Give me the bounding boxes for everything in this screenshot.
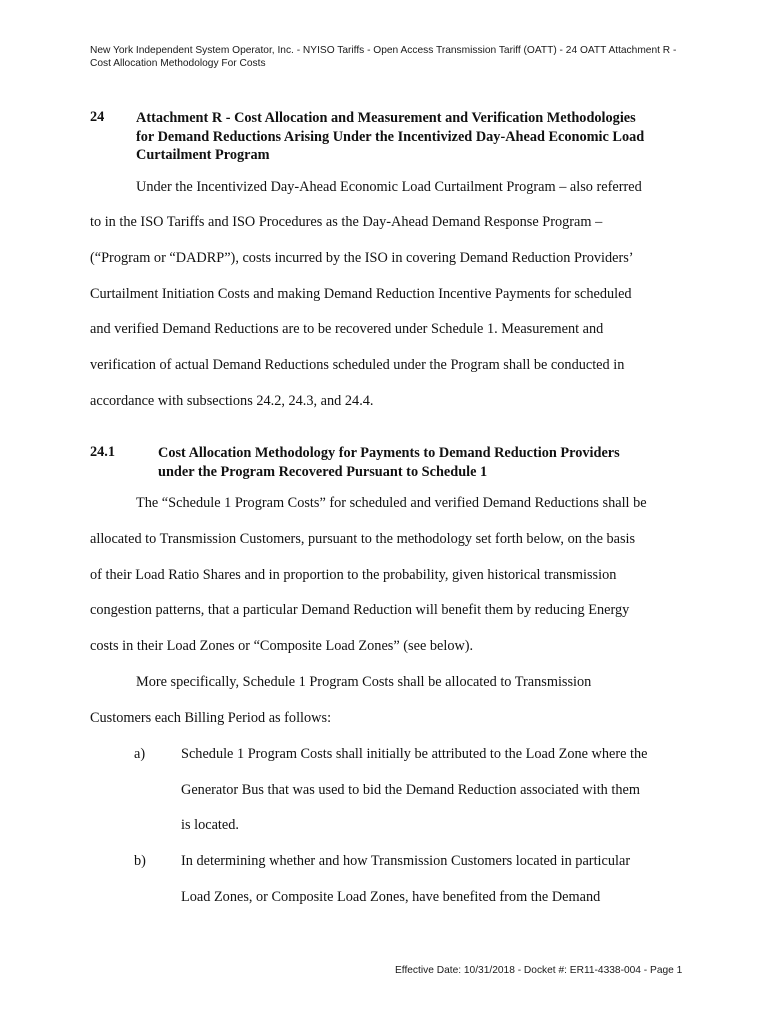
- list-item-label-b: b): [134, 853, 146, 869]
- header-line-2: Cost Allocation Methodology For Costs: [90, 58, 266, 69]
- list-item-line: In determining whether and how Transmission Customers located in particular: [181, 853, 631, 869]
- list-item-line: Schedule 1 Program Costs shall initially be attributed to the Load Zone where the: [181, 746, 648, 762]
- paragraph-line: (“Program or “DADRP”), costs incurred by the ISO in covering Demand Reduction Providers’: [90, 250, 634, 266]
- paragraph-line: More specifically, Schedule 1 Program Costs shall be allocated to Transmission: [136, 674, 592, 690]
- paragraph-line: to in the ISO Tariffs and ISO Procedures as the Day-Ahead Demand Response Program –: [90, 214, 603, 230]
- paragraph-line: and verified Demand Reductions are to be recovered under Schedule 1. Measurement and: [90, 321, 604, 337]
- paragraph-line: allocated to Transmission Customers, pursuant to the methodology set forth below, on the basis: [90, 531, 636, 547]
- paragraph-line: costs in their Load Zones or “Composite Load Zones” (see below).: [90, 638, 474, 654]
- paragraph-line: of their Load Ratio Shares and in proportion to the probability, given historical transmission: [90, 567, 617, 583]
- document-header: [90, 44, 690, 70]
- section-24-title-line: Attachment R - Cost Allocation and Measurement and Verification Methodologies: [136, 110, 636, 126]
- section-24-title-line: Curtailment Program: [136, 147, 270, 163]
- paragraph-line: verification of actual Demand Reductions scheduled under the Program shall be conducted in: [90, 357, 625, 373]
- list-item-label-a: a): [134, 746, 146, 762]
- section-24-1-title-line: under the Program Recovered Pursuant to Schedule 1: [158, 463, 488, 480]
- page-footer: Effective Date: 10/31/2018 - Docket #: ER11-4338-004 - Page 1: [395, 965, 683, 976]
- section-24-title: [136, 109, 644, 165]
- section-24-1-title: [158, 444, 620, 481]
- list-item-line: Generator Bus that was used to bid the Demand Reduction associated with them: [181, 782, 640, 798]
- paragraph-line: accordance with subsections 24.2, 24.3, and 24.4.: [90, 393, 374, 409]
- list-item-line: Load Zones, or Composite Load Zones, have benefited from the Demand: [181, 889, 601, 905]
- paragraph-line: Under the Incentivized Day-Ahead Economic Load Curtailment Program – also referred: [136, 179, 642, 195]
- section-24-1-title-line: Cost Allocation Methodology for Payments to Demand Reduction Providers: [158, 445, 620, 461]
- section-24-1-number: 24.1: [90, 444, 116, 460]
- list-item-line: is located.: [181, 817, 239, 833]
- section-24-title-line: for Demand Reductions Arising Under the Incentivized Day-Ahead Economic Load: [136, 128, 645, 145]
- paragraph-line: Customers each Billing Period as follows:: [90, 710, 332, 726]
- header-line-1: New York Independent System Operator, Inc. - NYISO Tariffs - Open Access Transmission Tariff (OATT) - 24 OATT Attachment R -: [90, 45, 677, 56]
- paragraph-line: Curtailment Initiation Costs and making Demand Reduction Incentive Payments for scheduled: [90, 286, 632, 302]
- paragraph-line: The “Schedule 1 Program Costs” for scheduled and verified Demand Reductions shall be: [136, 495, 647, 511]
- paragraph-line: congestion patterns, that a particular Demand Reduction will benefit them by reducing Energy: [90, 602, 630, 618]
- section-24-number: 24: [90, 109, 105, 125]
